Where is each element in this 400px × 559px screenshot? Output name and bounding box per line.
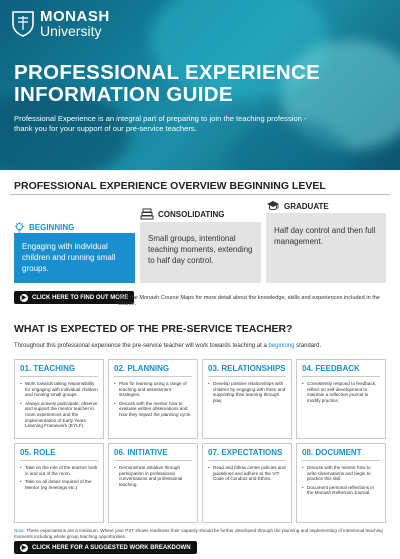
beginning-link[interactable]: beginning — [268, 343, 295, 349]
card-title: 07. EXPECTATIONS — [208, 448, 286, 461]
overview-title: PROFESSIONAL EXPERIENCE OVERVIEW BEGINNING LEVEL — [14, 180, 326, 192]
level-consolidating-header — [140, 207, 225, 221]
brand-name: MONASH — [40, 8, 110, 25]
expected-intro-text: Throughout this professional experience the pre-service teacher will work towards teaching at a — [14, 343, 267, 349]
expectation-card-feedback — [296, 359, 386, 439]
expected-intro — [14, 343, 321, 349]
list-item: • Take on all duties required of the Mentor (eg meetings etc.) — [20, 479, 98, 490]
card-title: 04. FEEDBACK — [302, 364, 380, 377]
expectation-card-teaching — [14, 359, 104, 439]
lightbulb-icon — [14, 222, 25, 233]
card-title: 05. ROLE — [20, 448, 98, 461]
card-title: 08. DOCUMENT — [302, 448, 380, 461]
expectations-grid — [14, 359, 386, 523]
title-line-2: INFORMATION GUIDE — [14, 83, 233, 106]
list-item: • Read and follow centre policies and guidelines and adhere to the VIT Code of Conduct and Ethics. — [208, 465, 286, 482]
expectation-card-document — [296, 443, 386, 523]
card-title: 03. RELATIONSHIPS — [208, 364, 286, 377]
overview-divider — [10, 194, 390, 195]
arrow-right-icon: ▶ — [21, 545, 27, 551]
title-line-1: PROFESSIONAL EXPERIENCE — [14, 61, 321, 84]
graduate-icon — [266, 200, 280, 212]
work-breakdown-label: CLICK HERE FOR A SUGGESTED WORK BREAKDOWN — [32, 544, 191, 551]
list-item: • Discuss with the mentor how to evaluate written observations and how they impact the planning cycle. — [114, 401, 192, 418]
note-text: These expectations are a minimum. Where your PST shows readiness their capacity should be further developed through the planning and implementing of intentional teaching moments including whole group teaching opportunities. — [14, 528, 383, 539]
expectation-card-relationships — [202, 359, 292, 439]
list-item: • Discuss with the mentor how to write observations and begin to practice this skill. — [302, 465, 380, 482]
expectation-card-initiative — [108, 443, 198, 523]
card-title: 01. TEACHING — [20, 364, 98, 377]
level-graduate-text: Half day control and then full management. — [274, 226, 376, 246]
find-out-more-note: Visit the Monash Course Maps for more detail about the knowledge, skills and experiences included in the course. — [118, 295, 381, 307]
books-icon — [140, 207, 154, 221]
level-beginning-header — [14, 222, 74, 233]
page-title — [14, 62, 320, 106]
expectation-card-planning — [108, 359, 198, 439]
list-item: • Take on the role of the teacher both in and out of the room. — [20, 465, 98, 476]
hero-banner — [0, 0, 400, 170]
expectation-card-expectations — [202, 443, 292, 523]
level-beginning-box — [14, 233, 135, 283]
level-consolidating-box — [140, 222, 261, 283]
note-label: Note: — [14, 528, 25, 533]
arrow-right-icon: ▶ — [21, 295, 27, 301]
level-consolidating-text: Small groups, intentional teaching moments, extending to half day control. — [148, 234, 253, 265]
find-out-more-label: CLICK HERE TO FIND OUT MORE — [32, 294, 129, 301]
level-graduate-name: GRADUATE — [284, 201, 329, 211]
shield-icon — [12, 11, 34, 37]
list-item: • Document personal reflections in the Monash Reflection Journal. — [302, 485, 380, 496]
monash-logo[interactable] — [12, 10, 110, 38]
level-graduate-box — [266, 213, 386, 283]
footer-note — [14, 528, 386, 540]
expected-intro-end: standard. — [296, 343, 322, 349]
hero-intro: Professional Experience is an integral part of preparing to join the teaching profession - thank you for your support of our pre-service teachers. — [14, 114, 307, 133]
card-title: 06. INITIATIVE — [114, 448, 192, 461]
level-beginning-text: Engaging with individual children and running small groups. — [22, 242, 116, 273]
brand-subname: University — [40, 23, 102, 39]
list-item: • Always actively participate; observe and support the mentor teacher in room experiences and the implementation of Early Years Learning Framework (EYLF). — [20, 401, 98, 429]
card-title: 02. PLANNING — [114, 364, 192, 377]
list-item: • Demonstrate initiative through participation in professional conversations and professional teaching. — [114, 465, 192, 487]
work-breakdown-button[interactable] — [14, 541, 197, 554]
list-item: • Plan for learning using a range of teaching and assessment strategies. — [114, 381, 192, 398]
list-item: • Consistently respond to feedback, reflect on self-development to maintain a reflection journal to modify practice. — [302, 381, 380, 403]
list-item: • Work towards taking responsibility for engaging with individual children and running small groups. — [20, 381, 98, 398]
level-beginning-name: BEGINNING — [29, 223, 75, 232]
find-out-more-button[interactable] — [14, 291, 134, 304]
list-item: • Develop positive relationships with children by engaging with them and supporting their learning through play. — [208, 381, 286, 403]
expected-title: WHAT IS EXPECTED OF THE PRE-SERVICE TEACHER? — [14, 323, 293, 335]
expectation-card-role — [14, 443, 104, 523]
level-graduate-header — [266, 200, 329, 212]
level-consolidating-name: CONSOLIDATING — [158, 209, 225, 219]
